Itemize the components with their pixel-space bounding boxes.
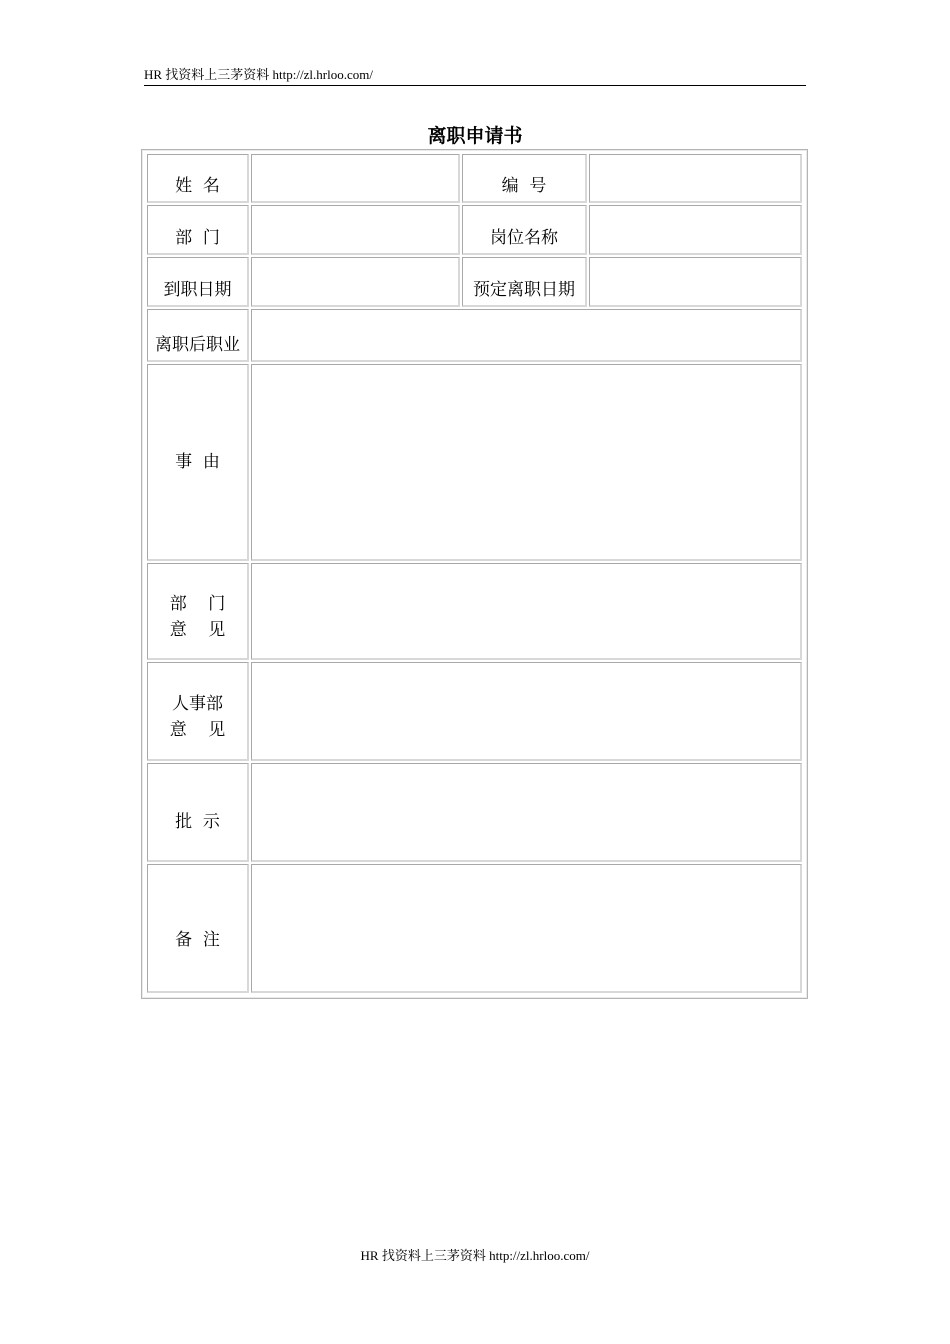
document-title: 离职申请书 bbox=[427, 125, 523, 147]
hire-date-field[interactable] bbox=[251, 257, 460, 307]
department-label: 部 门 bbox=[147, 205, 249, 255]
department-field[interactable] bbox=[251, 205, 460, 255]
page-header: HR 找资料上三茅资料 http://zl.hrloo.com/ bbox=[144, 67, 373, 82]
position-field[interactable] bbox=[589, 205, 802, 255]
approval-field[interactable] bbox=[251, 763, 802, 862]
name-label: 姓 名 bbox=[147, 154, 249, 203]
reason-label: 事 由 bbox=[147, 364, 249, 561]
hr-opinion-field[interactable] bbox=[251, 662, 802, 761]
number-label: 编 号 bbox=[462, 154, 587, 203]
page-footer: HR 找资料上三茅资料 http://zl.hrloo.com/ bbox=[360, 1248, 590, 1263]
hire-date-label: 到职日期 bbox=[147, 257, 249, 307]
position-label: 岗位名称 bbox=[462, 205, 587, 255]
dept-opinion-label: 部 门 意 见 bbox=[147, 563, 249, 660]
planned-leave-date-label: 预定离职日期 bbox=[462, 257, 587, 307]
header-divider bbox=[144, 85, 806, 86]
remarks-field[interactable] bbox=[251, 864, 802, 993]
post-career-label: 离职后职业 bbox=[147, 309, 249, 362]
approval-label: 批 示 bbox=[147, 763, 249, 862]
resignation-form bbox=[141, 149, 808, 999]
dept-opinion-field[interactable] bbox=[251, 563, 802, 660]
number-field[interactable] bbox=[589, 154, 802, 203]
name-field[interactable] bbox=[251, 154, 460, 203]
remarks-label: 备 注 bbox=[147, 864, 249, 993]
post-career-field[interactable] bbox=[251, 309, 802, 362]
hr-opinion-label: 人事部 意 见 bbox=[147, 662, 249, 761]
planned-leave-date-field[interactable] bbox=[589, 257, 802, 307]
reason-field[interactable] bbox=[251, 364, 802, 561]
